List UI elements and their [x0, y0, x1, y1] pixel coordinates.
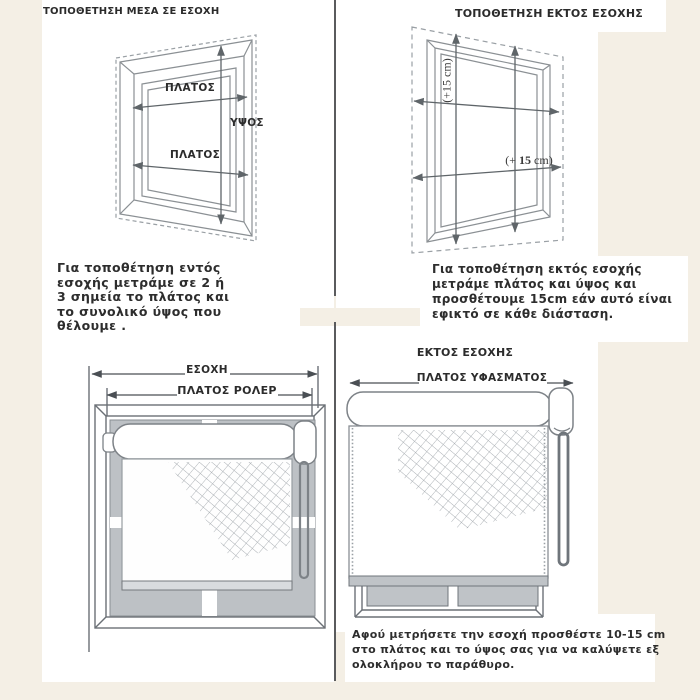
roller-inside-recess-diagram [88, 358, 338, 660]
width-label-bottom: ΠΛΑΤΟΣ [169, 149, 221, 161]
description-line: Για τοποθέτηση εκτός εσοχής [432, 262, 642, 276]
description-line: στο πλάτος και το ύψος σας για να καλύψετε εξ [352, 643, 660, 656]
label-part: cm) [531, 153, 553, 167]
inside-recess-description [57, 261, 229, 334]
fabric-width-label: ΠΛΑΤΟΣ ΥΦΑΣΜΑΤΟΣ [416, 372, 548, 384]
plus-15cm-width-label [489, 153, 569, 168]
description-line: εφικτό σε κάθε διάσταση. [432, 307, 614, 321]
roller-width-label: ΠΛΑΤΟΣ ΡΟΛΕΡ [177, 384, 277, 397]
description-line: προσθέτουμε 15cm εάν αυτό είναι [432, 292, 673, 306]
label-part-bold: 15 [519, 153, 532, 167]
description-line: Αφού μετρήσετε την εσοχή προσθέστε 10-15 cm [352, 628, 666, 641]
window-outside-recess-diagram [405, 22, 590, 262]
width-label-top: ΠΛΑΤΟΣ [164, 82, 216, 94]
outside-recess-bottom-description [352, 627, 666, 672]
section-title-inside-recess: ΤΟΠΟΘΕΤΗΣΗ ΜΕΣΑ ΣΕ ΕΣΟΧΗ [43, 6, 220, 17]
height-label: ΥΨΟΣ [230, 117, 264, 129]
recess-width-label: ΕΣΟΧΗ [186, 364, 228, 376]
roller-outside-recess-diagram [340, 368, 585, 630]
description-line: 3 σημεία το πλάτος και [57, 289, 230, 304]
label-part: (+ [505, 153, 520, 167]
description-line: Για τοποθέτηση εντός [57, 260, 221, 275]
description-line: θέλουμε . [57, 318, 127, 333]
outside-recess-description [432, 262, 672, 322]
description-line: ολοκλήρου το παράθυρο. [352, 658, 515, 671]
description-line: το συνολικό ύψος που [57, 303, 222, 319]
description-line: μετράμε πλάτος και ύψος και [432, 277, 637, 291]
section-title-outside-recess: ΤΟΠΟΘΕΤΗΣΗ ΕΚΤΟΣ ΕΣΟΧΗΣ [455, 7, 643, 20]
window-inside-recess-diagram [88, 28, 334, 254]
plus-15cm-height-label: (+15 cm) [439, 58, 454, 103]
vertical-divider-top [334, 0, 336, 296]
description-line: εσοχής μετράμε σε 2 ή [57, 274, 225, 290]
section-title-outside-recess-bottom: ΕΚΤΟΣ ΕΣΟΧΗΣ [416, 346, 514, 359]
